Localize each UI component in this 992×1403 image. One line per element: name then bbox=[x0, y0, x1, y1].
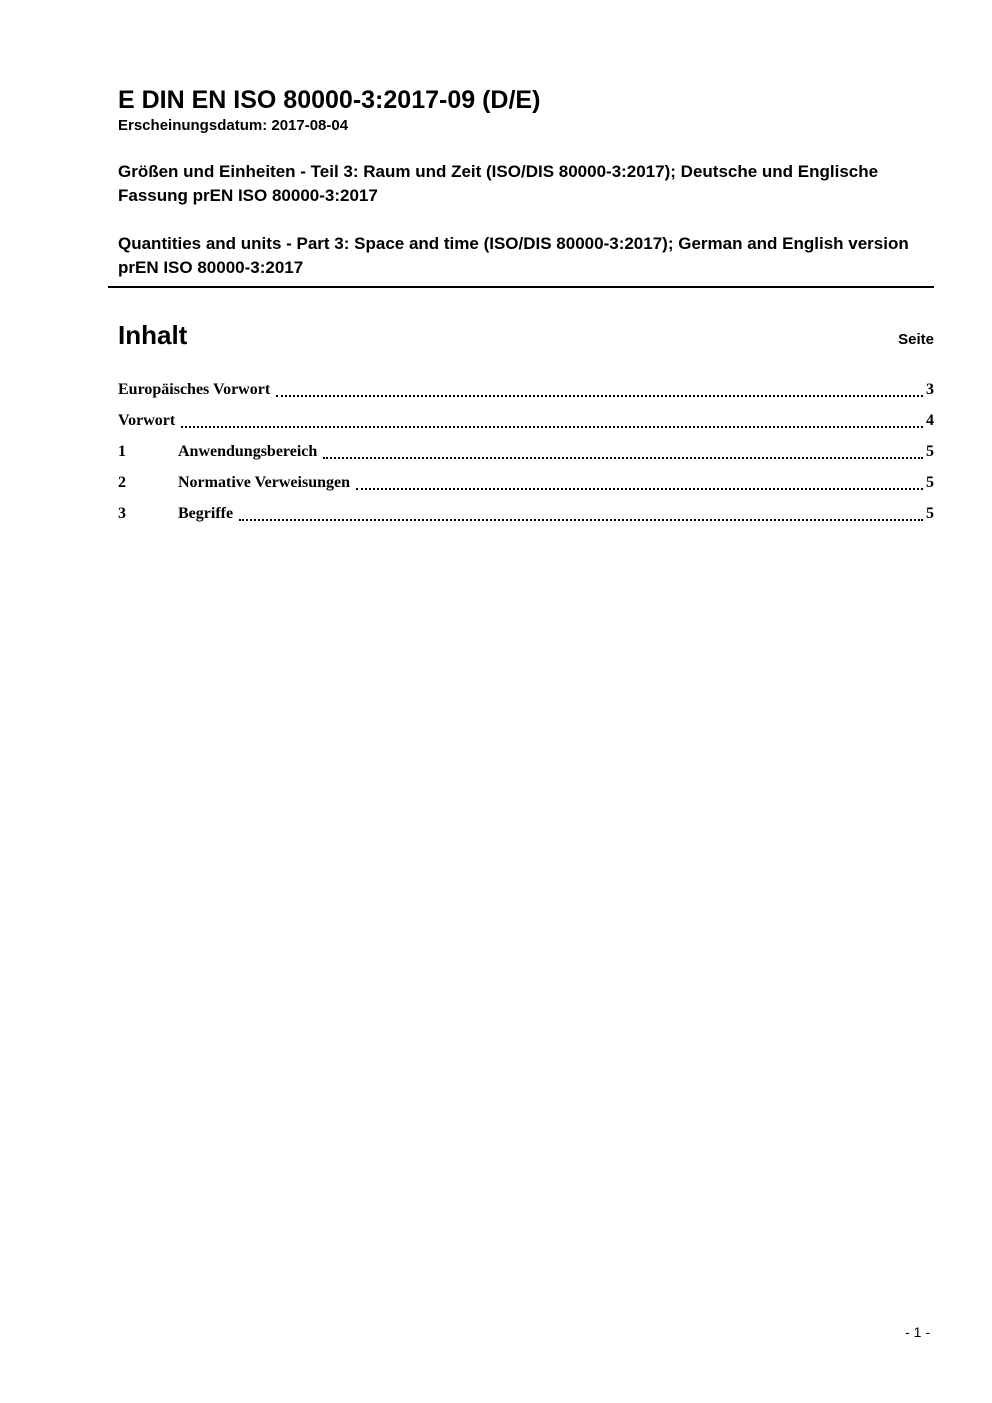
toc-list bbox=[118, 380, 934, 524]
toc-entry-title: Vorwort bbox=[118, 412, 176, 429]
toc-heading: Inhalt bbox=[118, 320, 188, 350]
toc-entry-title: Begriffe bbox=[178, 505, 234, 522]
toc-dot-leader bbox=[239, 519, 923, 521]
toc-entry-number: 2 bbox=[118, 474, 126, 491]
title-divider bbox=[108, 286, 934, 288]
toc-entry-title: Europäisches Vorwort bbox=[118, 381, 271, 398]
toc-dot-leader bbox=[276, 395, 923, 397]
footer-page-number: - 1 - bbox=[905, 1324, 930, 1340]
toc-entry-page: 3 bbox=[926, 381, 934, 398]
toc-entry[interactable] bbox=[118, 380, 934, 400]
toc-entry-number: 1 bbox=[118, 443, 126, 460]
toc-entry-title: Anwendungsbereich bbox=[178, 443, 318, 460]
publication-date: Erscheinungsdatum: 2017-08-04 bbox=[118, 117, 349, 134]
toc-dot-leader bbox=[323, 457, 923, 459]
toc-entry-number: 3 bbox=[118, 505, 126, 522]
english-title: Quantities and units - Part 3: Space and time (ISO/DIS 80000-3:2017); German and English version prEN ISO 80000-3:2017 bbox=[118, 234, 909, 277]
toc-entry-page: 5 bbox=[926, 505, 934, 522]
toc-dot-leader bbox=[356, 488, 923, 490]
document-page bbox=[118, 0, 934, 535]
toc-entry-page: 5 bbox=[926, 443, 934, 460]
toc-entry[interactable] bbox=[118, 411, 934, 431]
toc-entry-title: Normative Verweisungen bbox=[178, 474, 350, 491]
toc-entry[interactable] bbox=[118, 442, 934, 462]
toc-entry-page: 5 bbox=[926, 474, 934, 491]
toc-header-row bbox=[118, 320, 934, 350]
toc-page-column-label: Seite bbox=[898, 331, 934, 348]
toc-entry[interactable] bbox=[118, 473, 934, 493]
german-title: Größen und Einheiten - Teil 3: Raum und Zeit (ISO/DIS 80000-3:2017); Deutsche und Englische Fassung prEN ISO 80000-3:2017 bbox=[118, 162, 879, 205]
toc-dot-leader bbox=[181, 426, 923, 428]
toc-entry[interactable] bbox=[118, 504, 934, 524]
toc-entry-page: 4 bbox=[926, 412, 934, 429]
page-title: E DIN EN ISO 80000-3:2017-09 (D/E) bbox=[118, 86, 541, 114]
